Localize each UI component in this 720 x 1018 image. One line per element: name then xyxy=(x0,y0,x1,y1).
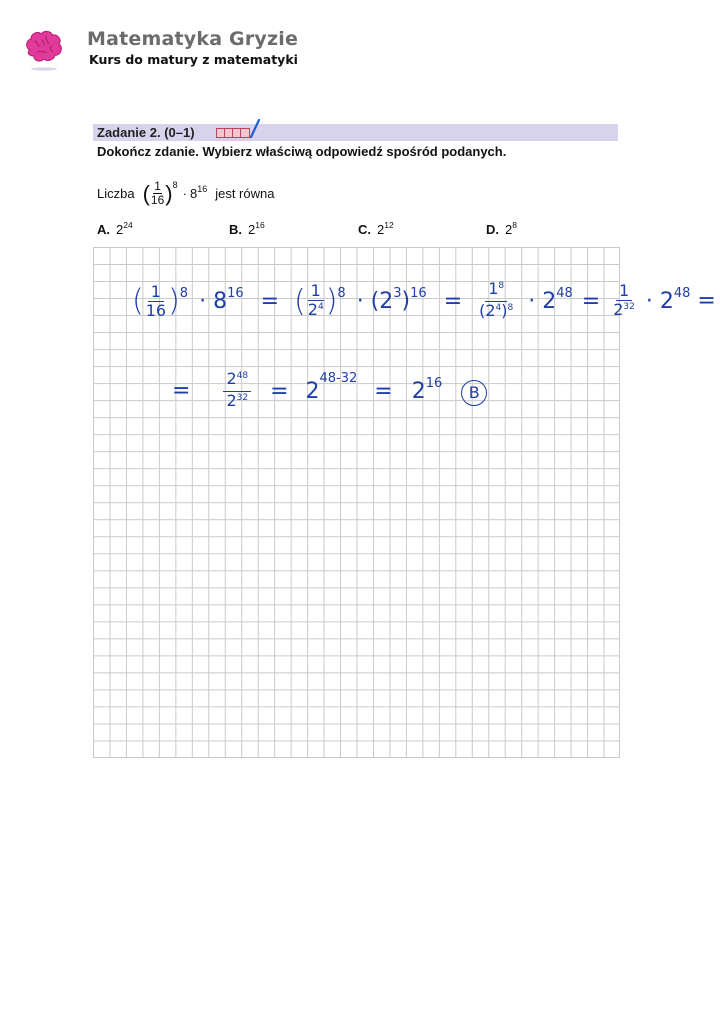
pen-icon xyxy=(249,119,261,139)
selected-answer-badge: B xyxy=(461,380,487,406)
question-prefix: Liczba xyxy=(97,186,135,201)
brand-subtitle: Kurs do matury z matematyki xyxy=(89,52,298,67)
answer-option-d[interactable]: D. $2^8$ xyxy=(486,220,517,237)
score-box xyxy=(217,129,225,137)
score-box xyxy=(241,129,249,137)
question-fraction: ( $\frac{1}{16}$ ) 8 xyxy=(142,179,178,207)
task-title: Zadanie 2. (0–1) xyxy=(97,125,195,140)
answer-option-a[interactable]: A. $2^{24}$ xyxy=(97,220,133,237)
brand-title: Matematyka Gryzie xyxy=(87,28,299,50)
solution-line-2: = $\frac{2^{48}}{2^{32}}$ = $2^{48-32} = 2^{16}$ B xyxy=(172,370,487,413)
score-box xyxy=(233,129,241,137)
score-box xyxy=(225,129,233,137)
answer-option-c[interactable]: C. $2^{12}$ xyxy=(358,220,394,237)
solution-grid xyxy=(93,247,620,758)
brand-header xyxy=(22,26,298,72)
brain-icon xyxy=(22,26,66,72)
answer-option-b[interactable]: B. $2^{16}$ xyxy=(229,220,265,237)
task-instruction: Dokończ zdanie. Wybierz właściwą odpowiedź spośród podanych. xyxy=(97,144,507,159)
question-suffix: jest równa xyxy=(215,186,275,201)
score-boxes xyxy=(216,128,250,138)
question-text: Liczba ( $\frac{1}{16}$ ) 8 · 8 16 jest równa xyxy=(97,179,275,207)
solution-line-1: ( $\frac{1}{16}$ )$^8 \cdot 8^{16}$ = ( $\frac{1}{2^4}$ )$^8 \cdot (2^3)^{16}$ = $\frac{1^8}{(2^4)^8}$ · $2^{48}$ = $\frac{1}{2^{32}}$ · $2^{48}$ = xyxy=(132,279,716,320)
